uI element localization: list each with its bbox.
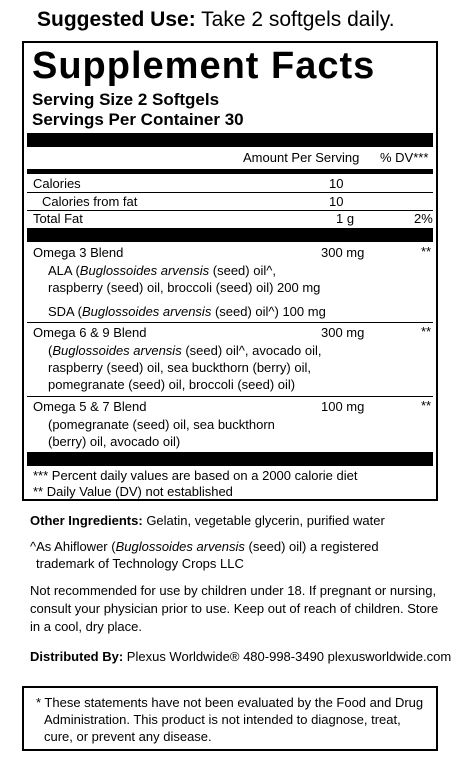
omega57-dv: ** — [421, 398, 432, 413]
omega57-line1: (pomegranate (seed) oil, sea buckthorn — [48, 417, 275, 432]
warning-line3: in a cool, dry place. — [30, 619, 143, 634]
divider — [27, 192, 433, 193]
footnote-dv: *** Percent daily values are based on a 2000 calorie diet — [33, 468, 358, 483]
omega3-ala-line2: raspberry (seed) oil, broccoli (seed) oil) 200 mg — [48, 280, 321, 295]
omega3-ala-line1: ALA (Buglossoides arvensis (seed) oil^, — [48, 263, 276, 278]
calories-fat-amount: 10 — [329, 194, 344, 209]
omega69-label: Omega 6 & 9 Blend — [33, 325, 147, 340]
footnote-not-established: ** Daily Value (DV) not established — [33, 484, 233, 499]
suggested-use-text: Take 2 softgels daily. — [201, 8, 395, 31]
calories-amount: 10 — [329, 176, 344, 191]
other-ingredients-label: Other Ingredients: — [30, 513, 143, 528]
omega57-line2: (berry) oil, avocado oil) — [48, 434, 181, 449]
omega69-line3: pomegranate (seed) oil, broccoli (seed) oil) — [48, 377, 296, 392]
thick-divider — [27, 228, 433, 242]
calories-fat-label: Calories from fat — [42, 194, 138, 209]
warning-line2: consult your physician prior to use. Keep out of reach of children. Store — [30, 601, 439, 616]
divider — [27, 396, 433, 397]
suggested-use-label: Suggested Use: — [37, 8, 196, 31]
omega3-sda: SDA (Buglossoides arvensis (seed) oil^) 100 mg — [48, 304, 326, 319]
omega69-line1: (Buglossoides arvensis (seed) oil^, avocado oil, — [48, 343, 322, 358]
disclaimer-line1: * These statements have not been evaluated by the Food and Drug — [36, 695, 424, 710]
thick-divider — [27, 133, 433, 147]
ahiflower-note-line2: trademark of Technology Crops LLC — [36, 556, 244, 571]
omega69-line2: raspberry (seed) oil, sea buckthorn (berry) oil, — [48, 360, 311, 375]
omega3-amount: 300 mg — [321, 245, 365, 260]
omega57-amount: 100 mg — [321, 399, 365, 414]
divider — [27, 322, 433, 323]
distributed-by: Distributed By: Plexus Worldwide® 480-998-3490 plexusworldwide.com — [30, 649, 452, 664]
servings-per-container: Servings Per Container 30 — [32, 110, 244, 129]
total-fat-amount: 1 g — [336, 211, 355, 226]
disclaimer-line3: cure, or prevent any disease. — [44, 729, 212, 744]
warning-line1: Not recommended for use by children under 18. If pregnant or nursing, — [30, 583, 437, 598]
medium-divider — [27, 169, 433, 174]
dv-header: % DV*** — [380, 150, 429, 165]
disclaimer-line2: Administration. This product is not intended to diagnose, treat, — [44, 712, 401, 727]
total-fat-dv: 2% — [414, 211, 433, 226]
omega3-dv: ** — [421, 244, 432, 259]
supplement-facts-title: Supplement Facts — [32, 45, 376, 87]
amount-header: Amount Per Serving — [243, 150, 360, 165]
omega3-label: Omega 3 Blend — [33, 245, 124, 260]
total-fat-label: Total Fat — [33, 211, 83, 226]
distributed-by-label: Distributed By: — [30, 649, 124, 664]
serving-size: Serving Size 2 Softgels — [32, 90, 220, 109]
thick-divider — [27, 452, 433, 466]
other-ingredients: Other Ingredients: Gelatin, vegetable glycerin, purified water — [30, 513, 385, 528]
omega69-amount: 300 mg — [321, 325, 365, 340]
divider — [27, 210, 433, 211]
ahiflower-note: ^As Ahiflower (Buglossoides arvensis (seed) oil) a registered — [30, 539, 379, 554]
suggested-use — [37, 8, 395, 32]
calories-label: Calories — [33, 176, 81, 191]
omega69-dv: ** — [421, 324, 432, 339]
omega57-label: Omega 5 & 7 Blend — [33, 399, 147, 414]
